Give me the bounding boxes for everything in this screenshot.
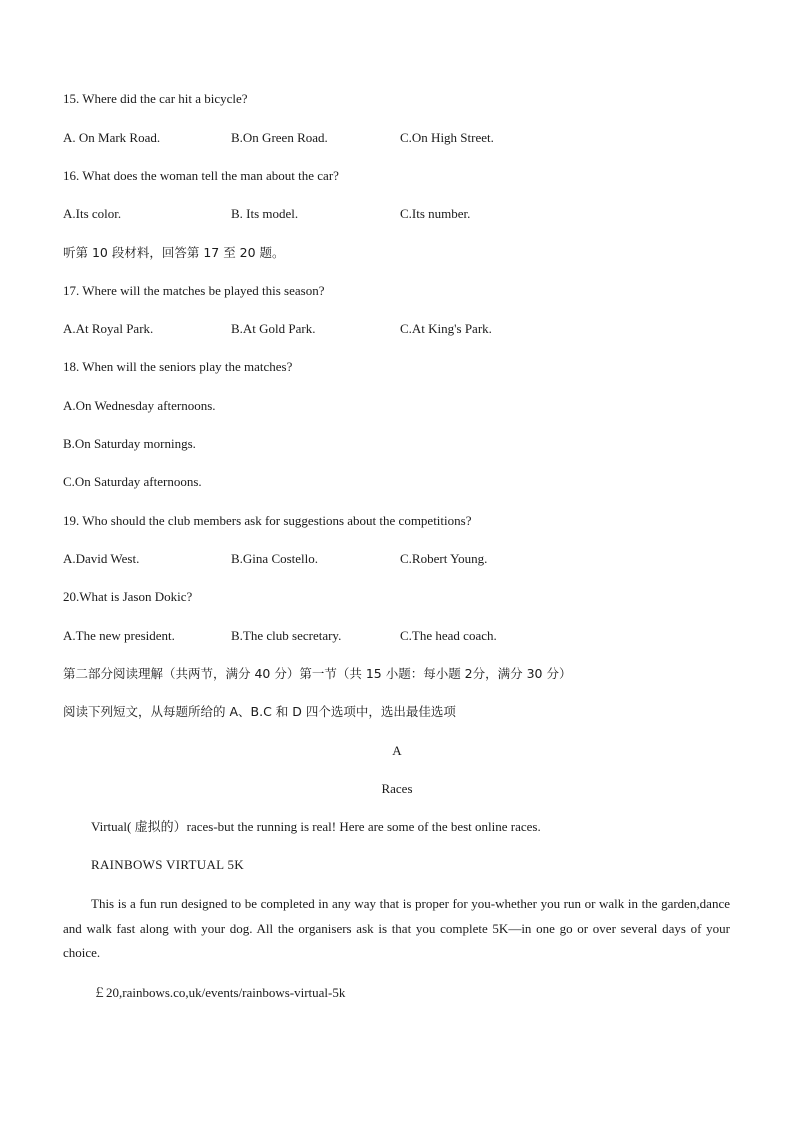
question-18-option-a: A.On Wednesday afternoons. bbox=[63, 398, 216, 413]
passage-intro: Virtual( 虚拟的）races-but the running is real! Here are some of the best online races. bbox=[91, 819, 541, 834]
question-17-stem: 17. Where will the matches be played this season? bbox=[63, 283, 325, 298]
question-17-option-b: B.At Gold Park. bbox=[231, 321, 316, 336]
question-19-option-c: C.Robert Young. bbox=[400, 551, 488, 566]
passage-letter: A bbox=[392, 743, 402, 758]
passage-title: Races bbox=[381, 781, 413, 796]
part2-instruction: 阅读下列短文，从每题所给的 A、B.C 和 D 四个选项中，选出最佳选项 bbox=[63, 704, 456, 719]
question-18-option-c: C.On Saturday afternoons. bbox=[63, 474, 202, 489]
question-20-option-b: B.The club secretary. bbox=[231, 628, 342, 643]
question-20-option-a: A.The new president. bbox=[63, 628, 175, 643]
question-17-option-c: C.At King's Park. bbox=[400, 321, 492, 336]
item-title: RAINBOWS VIRTUAL 5K bbox=[91, 857, 244, 872]
item-link: ￡20,rainbows.co,uk/events/rainbows-virtual-5k bbox=[93, 985, 346, 1000]
question-15-option-b: B.On Green Road. bbox=[231, 130, 328, 145]
question-16-option-a: A.Its color. bbox=[63, 206, 122, 221]
question-17-option-a: A.At Royal Park. bbox=[63, 321, 154, 336]
question-15-option-c: C.On High Street. bbox=[400, 130, 494, 145]
question-20-stem: 20.What is Jason Dokic? bbox=[63, 589, 193, 604]
question-18-stem: 18. When will the seniors play the matches? bbox=[63, 359, 293, 374]
question-15-option-a: A. On Mark Road. bbox=[63, 130, 161, 145]
question-19-stem: 19. Who should the club members ask for suggestions about the competitions? bbox=[63, 513, 472, 528]
part2-header: 第二部分阅读理解（共两节，满分 40 分）第一节（共 15 小题：每小题 2分，满分 30 分） bbox=[63, 666, 572, 681]
question-16-option-c: C.Its number. bbox=[400, 206, 471, 221]
question-19-option-a: A.David West. bbox=[63, 551, 140, 566]
question-20-option-c: C.The head coach. bbox=[400, 628, 497, 643]
question-16-option-b: B. Its model. bbox=[231, 206, 299, 221]
section-note: 听第 10 段材料，回答第 17 至 20 题。 bbox=[63, 245, 285, 260]
item-body: This is a fun run designed to be completed in any way that is proper for you-whether you run or walk in the garden,dance and walk fast along with your dog. All the organisers ask is that you complete 5K—in one go or over several days of your choice. bbox=[63, 896, 730, 960]
question-15-stem: 15. Where did the car hit a bicycle? bbox=[63, 91, 248, 106]
question-18-option-b: B.On Saturday mornings. bbox=[63, 436, 196, 451]
question-16-stem: 16. What does the woman tell the man about the car? bbox=[63, 168, 339, 183]
question-19-option-b: B.Gina Costello. bbox=[231, 551, 319, 566]
